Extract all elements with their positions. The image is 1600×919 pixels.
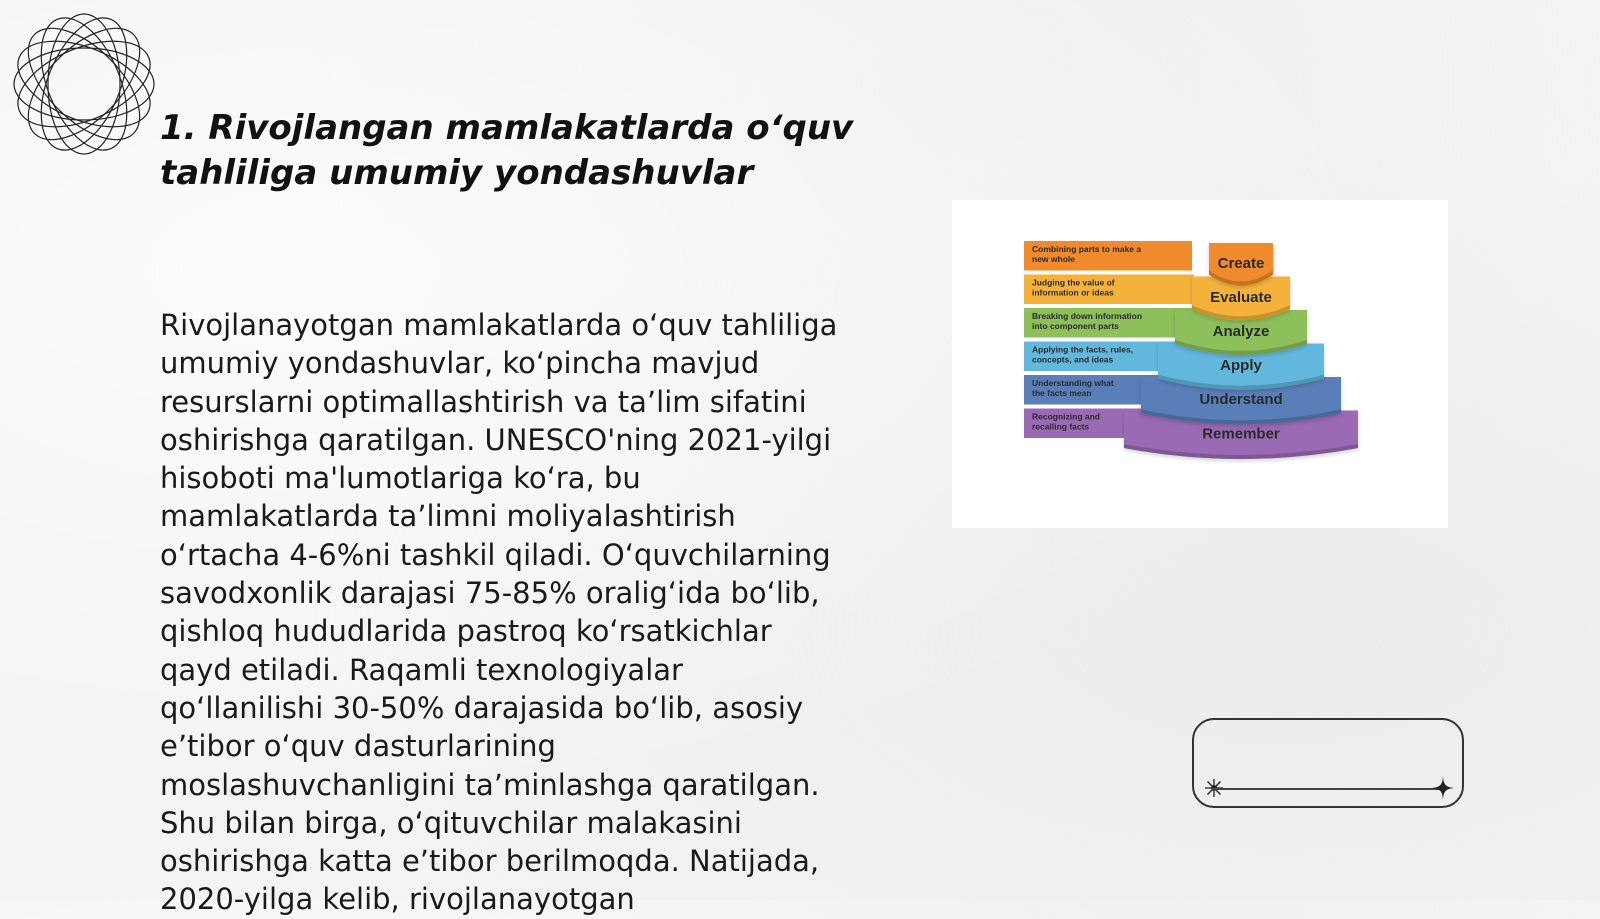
tier-description: Applying the facts, rules,	[1032, 344, 1134, 355]
tier-description: the facts mean	[1032, 388, 1092, 398]
tier-description: new whole	[1032, 254, 1075, 264]
cross-star-icon	[1432, 776, 1454, 800]
tier-label: Apply	[1220, 357, 1262, 375]
tier-description: Breaking down information	[1032, 311, 1143, 321]
tier-description: Judging the value of	[1032, 277, 1115, 288]
slide-body-text: Rivojlanayotgan mamlakatlarda o‘quv tahliliga umumiy yondashuvlar, ko‘pincha mavjud resurslarni optimallashtirish va ta’lim sifatini oshirishga qaratilgan. UNESCO'ning 2021-yilgi hisoboti ma'lumotlariga ko‘ra, bu mamlakatlarda ta’limni moliyalashtirish o‘rtacha 4-6%ni tashkil qiladi. O‘quvchilarning savodxonlik darajasi 75-85% oralig‘ida bo‘lib, qishloq hududlarida pastroq ko‘rsatkichlar qayd etiladi. Raqamli texnologiyalar qo‘llanilishi 30-50% darajasida bo‘lib, asosiy e’tibor o‘quv dasturlarining moslashuvchanligini ta’minlashga qaratilgan. Shu bilan birga, o‘qituvchilar malakasini oshirishga katta e’tibor berilmoqda. Natijada, 2020-yilga kelib, rivojlanayotgan	[160, 308, 838, 917]
blooms-taxonomy-image	[952, 200, 1448, 528]
tier-label: Evaluate	[1210, 288, 1272, 306]
tier-label: Analyze	[1212, 322, 1270, 340]
decorative-line	[1212, 788, 1442, 790]
tier-description: information or ideas	[1032, 287, 1114, 298]
tier-description: Understanding what	[1032, 378, 1114, 388]
tier-description: into component parts	[1032, 321, 1119, 331]
tier-label: Remember	[1202, 425, 1280, 443]
tier-description: Combining parts to make a	[1032, 244, 1142, 254]
tier-label: Understand	[1199, 391, 1283, 409]
tier-description: concepts, and ideas	[1032, 354, 1114, 365]
tier-description: recalling facts	[1032, 421, 1090, 432]
tier-label: Create	[1217, 254, 1265, 272]
decorative-frame	[1192, 718, 1464, 808]
tier-description: Recognizing and	[1032, 411, 1100, 422]
slide-title: 1. Rivojlangan mamlakatlarda o‘quv tahliliga umumiy yondashuvlar	[160, 108, 854, 193]
orbit-rings-icon	[10, 10, 158, 158]
